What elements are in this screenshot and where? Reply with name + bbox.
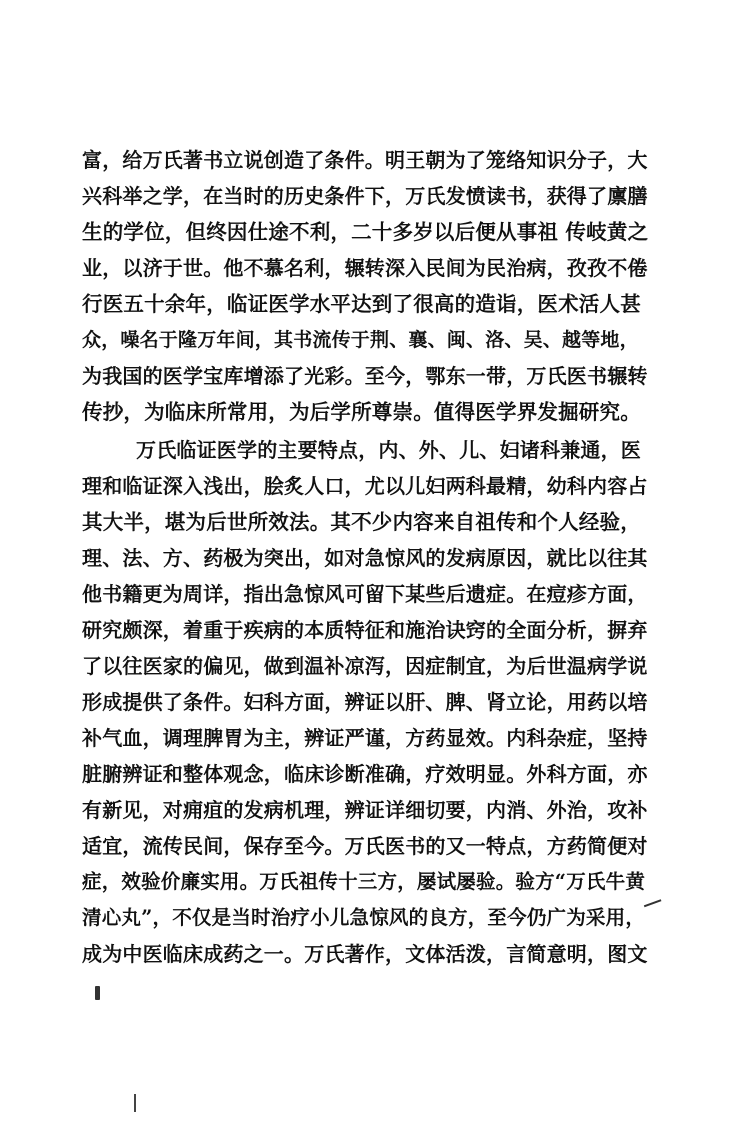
text-line-6: 众，噪名于隆万年间，其书流传于荆、襄、闽、洛、吴、越等地，	[82, 329, 639, 351]
text-line-3: 生的学位，但终因仕途不利，二十多岁以后便从事祖 传岐黄之	[82, 220, 649, 244]
text-line-5: 行医五十余年，临证医学水平达到了很高的造诣，医术活人甚	[82, 292, 641, 316]
text-line-13: 他书籍更为周详，指出急惊风可留下某些后遗症。在痘疹方面，	[82, 582, 648, 606]
text-line-17: 补气血，调理脾胃为主，辨证严谨，方药显效。内科杂症，坚持	[82, 726, 648, 750]
text-line-9: 万氏临证医学的主要特点，内、外、儿、妇诸科兼通，医	[136, 438, 641, 462]
text-line-11: 其大半，堪为后世所效法。其不少内容来自祖传和个人经验，	[82, 510, 641, 534]
text-line-22: 清心丸”，不仅是当时治疗小儿急惊风的良方，至今仍广为采用，	[82, 906, 646, 929]
text-line-18: 脏腑辨证和整体观念，临床诊断准确，疗效明显。外科方面，亦	[82, 762, 648, 786]
text-line-12: 理、法、方、药极为突出，如对急惊风的发病原因，就比以往其	[82, 546, 648, 570]
text-line-8: 传抄，为临床所常用，为后学所尊崇。值得医学界发掘研究。	[82, 400, 641, 424]
text-line-10: 理和临证深入浅出，脍炙人口，尤以儿妇两科最精，幼科内容占	[82, 474, 648, 498]
scan-edge-tick	[134, 1094, 136, 1112]
text-line-19: 有新见，对痈疽的发病机理，辨证详细切要，内消、外治，攻补	[82, 798, 648, 822]
text-line-15: 了以往医家的偏见，做到温补凉泻，因症制宜，为后世温病学说	[82, 654, 648, 678]
text-line-4: 业，以济于世。他不慕名利，辗转深入民间为民治病，孜孜不倦	[82, 256, 648, 280]
text-line-14: 研究颇深，着重于疾病的本质特征和施治诀窍的全面分析，摒弃	[82, 618, 648, 642]
text-line-16: 形成提供了条件。妇科方面，辨证以肝、脾、肾立论，用药以培	[82, 690, 648, 714]
text-line-2: 兴科举之学，在当时的历史条件下，万氏发愤读书，获得了廪膳	[82, 184, 648, 208]
text-line-20: 适宜，流传民间，保存至今。万氏医书的又一特点，方药简便对	[82, 834, 648, 858]
text-line-1: 富，给万氏著书立说创造了条件。明王朝为了笼络知识分子，大	[82, 148, 648, 172]
margin-scribble	[644, 899, 664, 915]
text-line-23: 成为中医临床成药之一。万氏著作，文体活泼，言简意明，图文	[82, 942, 648, 966]
text-line-7: 为我国的医学宝库增添了光彩。至今，鄂东一带，万氏医书辗转	[82, 364, 648, 388]
text-line-21: 症，效验价廉实用。万氏祖传十三方，屡试屡验。验方“万氏牛黄	[82, 870, 646, 893]
scan-smudge	[95, 986, 100, 1000]
